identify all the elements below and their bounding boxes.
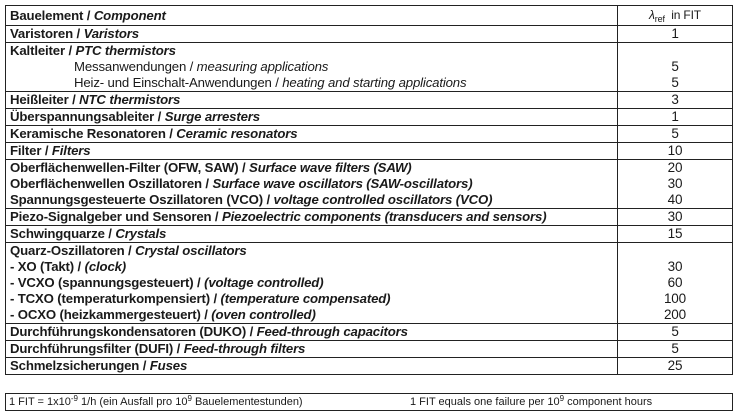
component-name-de: Schmelzsicherungen [10, 358, 140, 373]
fit-value-cell [617, 226, 732, 242]
table-row [6, 43, 732, 92]
fit-value-cell [617, 324, 732, 340]
component-name-en: heating and starting applications [282, 75, 467, 90]
table-row [6, 126, 732, 143]
component-cell [6, 92, 617, 108]
separator: / [271, 75, 283, 90]
component-name-en: Ceramic resonators [176, 126, 298, 141]
footnote-en-text: 1 FIT equals one failure per 10 [410, 396, 560, 408]
exponent: 9 [559, 394, 565, 403]
fit-value [618, 43, 732, 59]
component-name-de: Oberflächenwellen Oszillatoren [10, 176, 202, 191]
component-name-en: voltage controlled oscillators (VCO) [273, 192, 493, 207]
fit-value-cell [617, 43, 732, 91]
separator: / [165, 126, 177, 141]
component-line [10, 192, 613, 208]
fit-value-cell [617, 126, 732, 142]
component-cell [6, 324, 617, 340]
component-line [10, 275, 613, 291]
component-line [10, 358, 613, 374]
component-name-de: Keramische Resonatoren [10, 126, 166, 141]
component-name-en: measuring applications [196, 59, 329, 74]
table-row [6, 209, 732, 226]
component-line [10, 324, 613, 340]
component-name-de: Spannungsgesteuerte Oszillatoren (VCO) [10, 192, 263, 207]
fit-value: 5 [671, 75, 679, 90]
component-line [10, 243, 613, 259]
separator: / [211, 209, 222, 224]
component-name-de: Filter [10, 143, 42, 158]
separator: / [173, 341, 184, 356]
footnote-en [410, 394, 652, 411]
fit-value: 3 [671, 92, 679, 107]
component-line [10, 341, 613, 357]
component-line [10, 109, 613, 125]
component-name-de: Quarz-Oszillatoren [10, 243, 125, 258]
separator: / [246, 324, 257, 339]
component-line [10, 160, 613, 176]
component-cell [6, 143, 617, 159]
component-cell [6, 126, 617, 142]
component-cell [6, 226, 617, 242]
component-name-de: Messanwendungen [74, 59, 187, 74]
component-name-de: - VCXO (spannungsgesteuert) [10, 275, 194, 290]
component-name-en: (oven controlled) [211, 307, 316, 322]
component-line [10, 59, 613, 75]
failure-rate-table [5, 5, 733, 375]
footnote-de-text: 1 FIT = 1x10 [9, 396, 71, 408]
separator: / [83, 8, 94, 23]
component-name-en: (temperature compensated) [220, 291, 391, 306]
component-cell [6, 109, 617, 125]
separator: / [262, 192, 274, 207]
fit-value [618, 243, 732, 259]
lambda-symbol: λ [649, 8, 655, 22]
fit-value-cell [617, 341, 732, 357]
component-line [10, 226, 613, 242]
component-line [10, 126, 613, 142]
separator: / [201, 176, 213, 191]
lambda-subscript: ref [654, 14, 665, 24]
fit-value: 30 [667, 259, 683, 274]
table-row [6, 341, 732, 358]
separator: / [139, 358, 150, 373]
separator: / [104, 226, 116, 241]
separator: / [73, 26, 84, 41]
component-line [10, 209, 613, 225]
footnote-de [9, 394, 303, 411]
component-cell [6, 243, 617, 323]
component-cell [6, 341, 617, 357]
header-unit: in FIT [671, 8, 701, 22]
fit-value: 10 [667, 143, 683, 158]
fit-value: 5 [671, 324, 679, 339]
component-name-en: Surface wave oscillators (SAW-oscillators) [212, 176, 473, 191]
component-line [10, 43, 613, 59]
fit-value-cell [617, 92, 732, 108]
fit-value: 30 [667, 209, 683, 224]
component-name-en: Piezoelectric components (transducers and sensors) [221, 209, 547, 224]
header-lambda [618, 6, 732, 25]
separator: / [238, 160, 250, 175]
fit-value-cell [617, 209, 732, 225]
component-name-de: Überspannungsableiter [10, 109, 155, 124]
footnote [5, 393, 733, 411]
fit-value: 200 [663, 307, 687, 322]
component-cell [6, 43, 617, 91]
component-cell [6, 26, 617, 42]
table-row [6, 92, 732, 109]
fit-value: 15 [667, 226, 683, 241]
fit-value-cell [617, 358, 732, 374]
fit-value: 25 [667, 358, 683, 373]
component-name-de: Varistoren [10, 26, 74, 41]
footnote-en-text: component hours [564, 396, 653, 408]
component-name-de: - TCXO (temperaturkompensiert) [10, 291, 210, 306]
table-row [6, 143, 732, 160]
table-row [6, 243, 732, 324]
component-name-de: Schwingquarze [10, 226, 105, 241]
component-name-de: - OCXO (heizkammergesteuert) [10, 307, 201, 322]
fit-value: 5 [671, 126, 679, 141]
component-line [10, 291, 613, 307]
table-header-row [6, 6, 732, 26]
footnote-de-text: Bauelementestunden) [191, 396, 303, 408]
separator: / [74, 259, 85, 274]
component-name-de: Oberflächenwellen-Filter (OFW, SAW) [10, 160, 239, 175]
fit-value: 20 [667, 160, 683, 175]
header-component-de: Bauelement [10, 8, 84, 23]
component-line [10, 176, 613, 192]
component-name-en: Surge arresters [164, 109, 260, 124]
fit-value: 5 [671, 59, 679, 74]
separator: / [68, 92, 80, 107]
table-body [6, 26, 732, 374]
component-name-en: Varistors [83, 26, 139, 41]
component-name-de: Heißleiter [10, 92, 69, 107]
fit-value-cell [617, 143, 732, 159]
header-component [10, 6, 613, 25]
component-cell [6, 358, 617, 374]
component-cell [6, 160, 617, 208]
table-row [6, 26, 732, 43]
separator: / [209, 291, 221, 306]
component-name-en: PTC thermistors [75, 43, 176, 58]
separator: / [186, 59, 197, 74]
component-line [10, 259, 613, 275]
component-line [10, 143, 613, 159]
fit-value: 30 [667, 176, 683, 191]
component-name-en: (clock) [84, 259, 127, 274]
separator: / [41, 143, 52, 158]
fit-value: 40 [667, 192, 683, 207]
component-line [10, 75, 613, 91]
separator: / [64, 43, 76, 58]
fit-value: 1 [671, 26, 679, 41]
footnote-de-text: 1/h (ein Ausfall pro 10 [77, 396, 188, 408]
separator: / [154, 109, 165, 124]
component-line [10, 92, 613, 108]
component-name-en: Fuses [149, 358, 188, 373]
component-name-de: - XO (Takt) [10, 259, 75, 274]
separator: / [200, 307, 212, 322]
component-name-de: Piezo-Signalgeber und Sensoren [10, 209, 212, 224]
component-line [10, 26, 613, 42]
component-name-en: Surface wave filters (SAW) [249, 160, 412, 175]
component-name-en: Crystal oscillators [135, 243, 247, 258]
table-row [6, 358, 732, 374]
separator: / [193, 275, 205, 290]
fit-value: 5 [671, 341, 679, 356]
component-name-en: Feed-through filters [183, 341, 306, 356]
fit-value: 60 [667, 275, 683, 290]
component-name-de: Kaltleiter [10, 43, 65, 58]
table-row [6, 160, 732, 209]
fit-value-cell [617, 109, 732, 125]
component-name-en: (voltage controlled) [204, 275, 324, 290]
table-row [6, 324, 732, 341]
component-line [10, 307, 613, 323]
component-name-en: Filters [51, 143, 91, 158]
exponent: 9 [187, 394, 192, 403]
header-component-en: Component [93, 8, 166, 23]
component-name-de: Durchführungskondensatoren (DUKO) [10, 324, 247, 339]
fit-value: 1 [671, 109, 679, 124]
component-name-en: Feed-through capacitors [256, 324, 408, 339]
table-row [6, 226, 732, 243]
fit-value-cell [617, 243, 732, 323]
component-name-en: NTC thermistors [79, 92, 181, 107]
component-name-de: Durchführungsfilter (DUFI) [10, 341, 174, 356]
separator: / [124, 243, 136, 258]
component-cell [6, 209, 617, 225]
table-row [6, 109, 732, 126]
component-name-de: Heiz- und Einschalt-Anwendungen [74, 75, 272, 90]
fit-value-cell [617, 26, 732, 42]
exponent: -9 [70, 394, 78, 403]
component-name-en: Crystals [115, 226, 167, 241]
fit-value-cell [617, 160, 732, 208]
fit-value: 100 [663, 291, 687, 306]
